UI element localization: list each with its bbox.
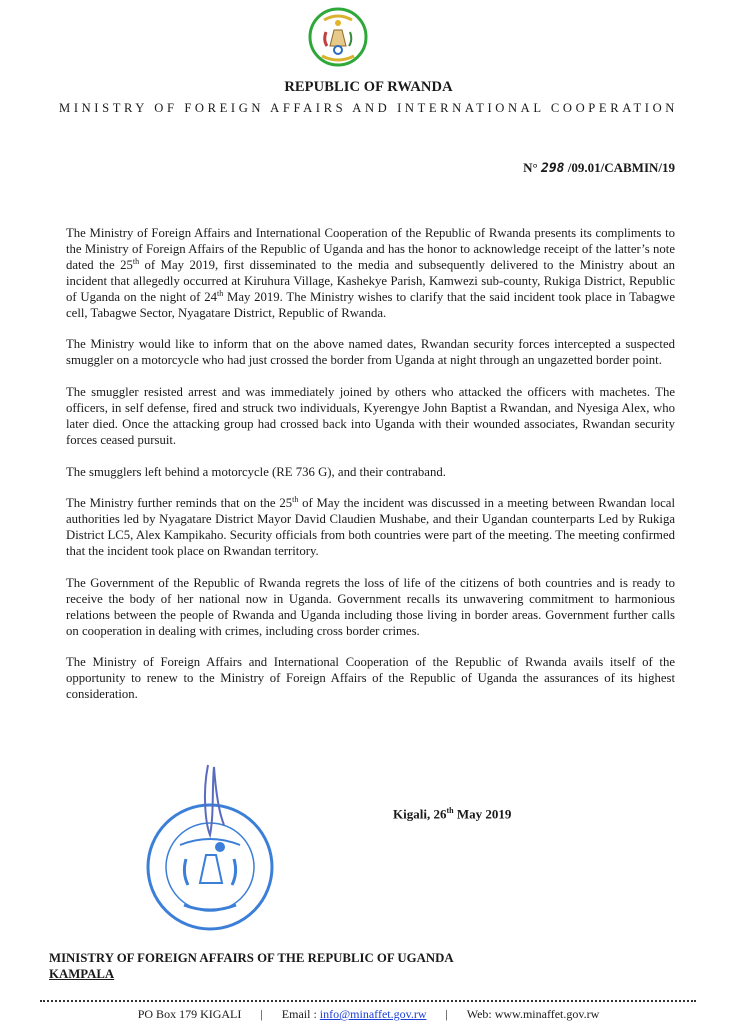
paragraph-resistance: The smuggler resisted arrest and was immediately joined by others who attacked the officers with machetes. The officers, in self defense, fired and struck two individuals, Kyerengye John Baptist a Rwandan, and Nyesiga Alex, who later died. Once the attacking group had crossed back into Uganda with their wounded associates, Rwandan security forces ceased pursuit. [66, 385, 675, 447]
footer-email-link[interactable]: info@minaffet.gov.rw [319, 1007, 427, 1021]
letter-body [66, 226, 675, 719]
rwanda-coat-of-arms-icon [308, 6, 368, 68]
paragraph-acknowledgement: The Ministry of Foreign Affairs and International Cooperation of the Republic of Rwanda presents its compliments to the Ministry of Foreign Affairs of the Republic of Uganda and has the honor to acknowledge receipt of the latter’s note dated the 25th of May 2019, first disseminated to the media and subsequently delivered to the Ministry about an incident that allegedly occurred at Kiruhura Village, Kashekye Parish, Kamwezi sub-county, Rukiga District, Republic of Uganda on the night of 24th May 2019. The Ministry wishes to clarify that the said incident took place in Tabagwe cell, Tabagwe Sector, Nyagatare District, Republic of Rwanda. [66, 226, 675, 320]
footer-web: Web: www.minaffet.gov.rw [466, 1007, 600, 1021]
reference-suffix: /09.01/CABMIN/19 [567, 160, 675, 175]
paragraph-meeting: The Ministry further reminds that on the 25th of May the incident was discussed in a meeting between Rwandan local authorities led by Nyagatare District Mayor David Claudien Mushabe, and their Ugandan counterparts Led by Rukiga District LC5, Alex Kampikaho. Security officials from both countries were part of the meeting. The meeting confirmed that the incident took place on Rwandan territory. [66, 495, 675, 559]
footer-separator: | [445, 1007, 448, 1021]
addressee-block [49, 950, 454, 982]
paragraph-regrets: The Government of the Republic of Rwanda regrets the loss of life of the citizens of both countries and is ready to receive the body of her national now in Uganda. Government recalls its unwavering commitment to harmonious relations between the people of Rwanda and Uganda including those living in border areas. Government further calls on cooperation in dealing with crimes, including cross border crimes. [66, 575, 675, 638]
addressee-city: KAMPALA [49, 967, 115, 981]
reference-prefix: N° [523, 160, 538, 175]
reference-handwritten-number: 298 [541, 161, 565, 176]
paragraph-contraband: The smugglers left behind a motorcycle (RE 736 G), and their contraband. [66, 464, 446, 479]
dateline: Kigali, 26th May 2019 [393, 806, 512, 822]
footer-email-label: Email : [281, 1007, 320, 1021]
footer [0, 1007, 737, 1022]
country-title: REPUBLIC OF RWANDA [284, 79, 453, 95]
addressee-name: MINISTRY OF FOREIGN AFFAIRS OF THE REPUBLIC OF UGANDA [49, 951, 454, 965]
footer-po-box: PO Box 179 KIGALI [137, 1007, 242, 1021]
ministry-seal-icon [140, 755, 280, 935]
footer-divider [40, 1000, 696, 1002]
reference-number [523, 160, 675, 176]
paragraph-interception: The Ministry would like to inform that on the above named dates, Rwandan security forces intercepted a suspected smuggler on a motorcycle who had just crossed the border from Uganda at night through an ungazetted border point. [66, 337, 675, 368]
ministry-title: MINISTRY OF FOREIGN AFFAIRS AND INTERNATIONAL COOPERATION [59, 101, 678, 115]
paragraph-closing: The Ministry of Foreign Affairs and International Cooperation of the Republic of Rwanda avails itself of the opportunity to renew to the Ministry of Foreign Affairs of the Republic of Uganda the assurances of its highest consideration. [66, 655, 675, 702]
footer-separator: | [260, 1007, 263, 1021]
